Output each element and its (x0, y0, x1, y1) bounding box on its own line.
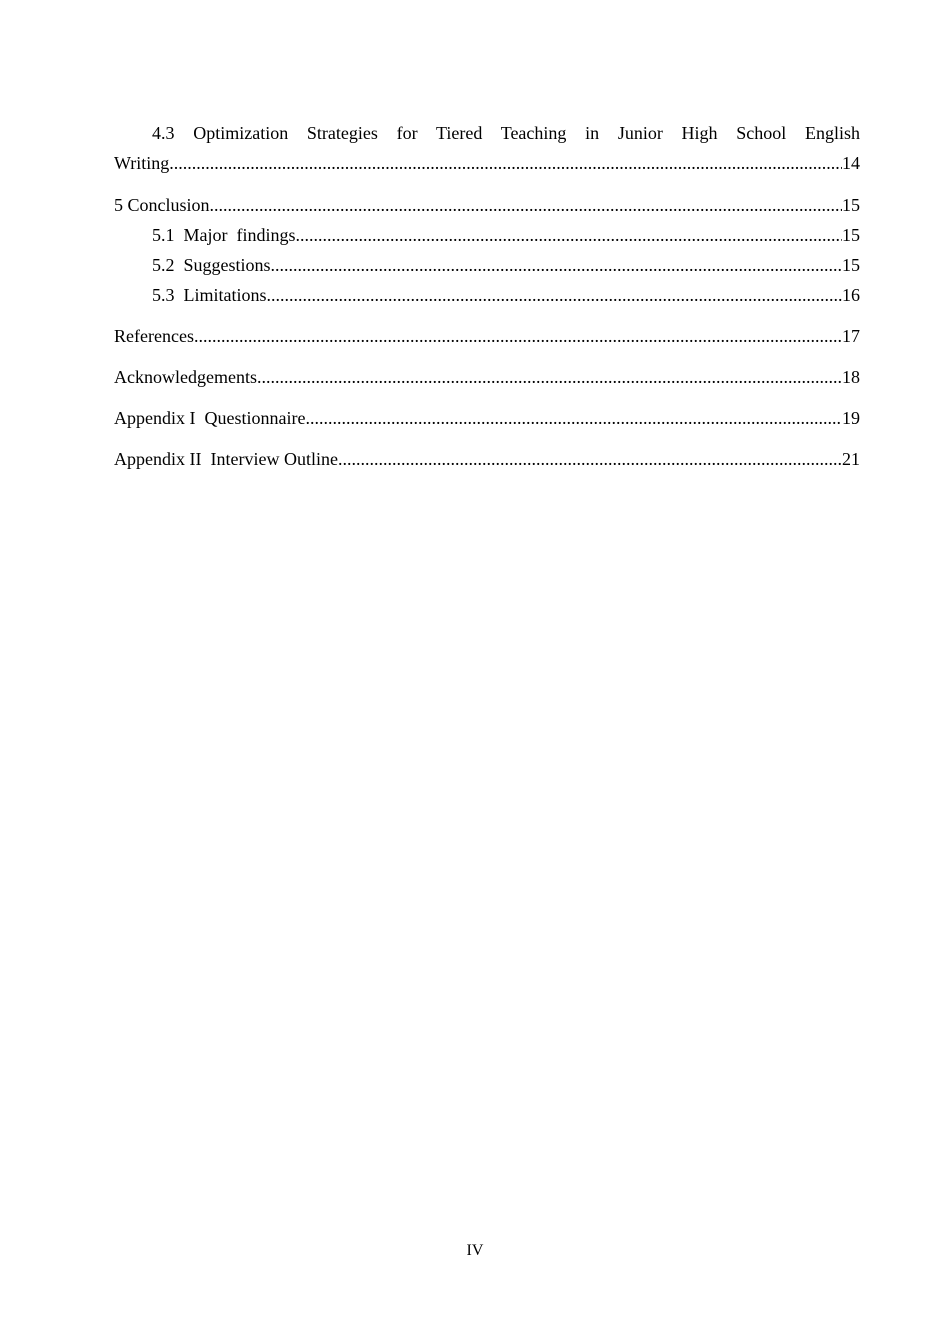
toc-entry-5-2[interactable] (114, 250, 860, 280)
toc-entry-title: Acknowledgements (114, 367, 257, 387)
toc-entry-title: 5.2 Suggestions (152, 255, 271, 275)
leader-dots (296, 220, 843, 250)
toc-entry-references[interactable] (114, 321, 860, 351)
toc-entry-page: 14 (842, 153, 860, 173)
toc-entry-acknowledgements[interactable] (114, 362, 860, 392)
leader-dots (257, 362, 842, 392)
toc-entry-page: 17 (842, 326, 860, 346)
leader-dots (271, 250, 842, 280)
toc-entry-page: 19 (842, 408, 860, 428)
leader-dots (267, 280, 843, 310)
toc-entry-title: Appendix II Interview Outline (114, 449, 338, 469)
toc-entry-title: References (114, 326, 194, 346)
leader-dots (338, 444, 842, 474)
toc-entry-5-3[interactable] (114, 280, 860, 310)
toc-entry-title: 5.1 Major findings (152, 225, 296, 245)
toc-entry-title: Writing (114, 153, 170, 173)
page-number: IV (466, 1242, 484, 1259)
leader-dots (194, 321, 842, 351)
toc-entry-appendix-2[interactable] (114, 444, 860, 474)
toc-entry-5[interactable] (114, 190, 860, 220)
toc-entry-title: Appendix I Questionnaire (114, 408, 306, 428)
toc-entry-page: 15 (842, 225, 860, 245)
leader-dots (305, 403, 842, 433)
leader-dots (169, 148, 842, 178)
toc-entry-5-1[interactable] (114, 220, 860, 250)
toc-entry-4-3-title[interactable]: 4.3 Optimization Strategies for Tiered Teaching in Junior High School English (152, 123, 860, 143)
toc-entry-appendix-1[interactable] (114, 403, 860, 433)
table-of-contents (114, 118, 860, 474)
toc-entry-page: 15 (842, 255, 860, 275)
toc-entry-page: 21 (842, 449, 860, 469)
toc-entry-page: 15 (842, 195, 860, 215)
toc-entry-title: 5 Conclusion (114, 195, 210, 215)
toc-entry-page: 16 (842, 285, 860, 305)
leader-dots (210, 190, 842, 220)
toc-entry-page: 18 (842, 367, 860, 387)
toc-entry-title: 5.3 Limitations (152, 285, 267, 305)
toc-entry-4-3[interactable] (114, 148, 860, 178)
